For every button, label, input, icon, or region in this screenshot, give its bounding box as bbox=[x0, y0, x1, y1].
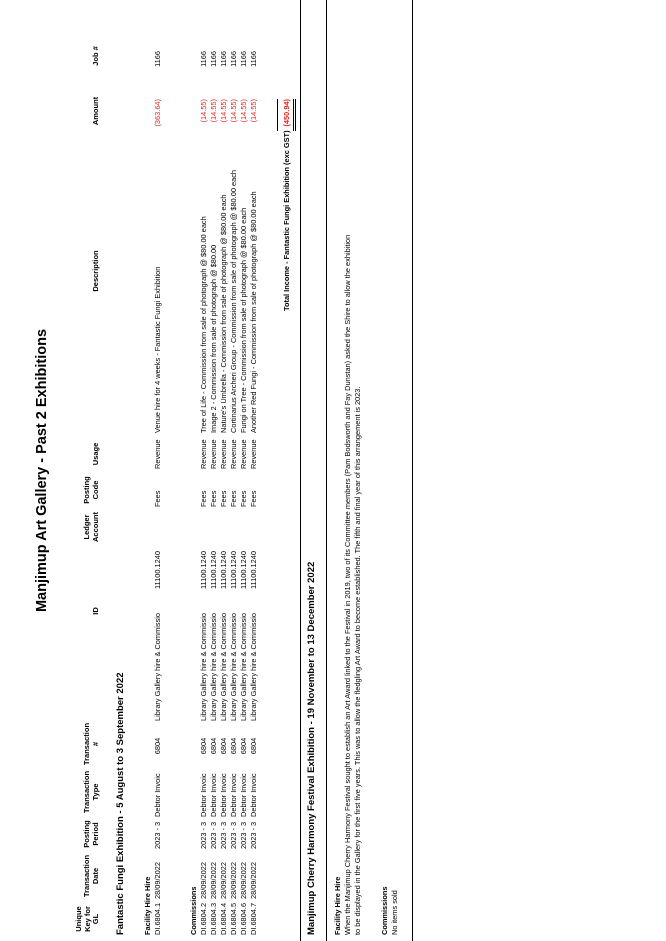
col-header-id: ID bbox=[91, 607, 100, 615]
cell-pcode: Fees bbox=[209, 490, 218, 507]
cell-id: Library Gallery hire & Commissio bbox=[249, 612, 258, 721]
cell-pperiod: 2023 - 3 bbox=[199, 821, 208, 849]
cell-ledger: 11100.1240 bbox=[239, 551, 248, 589]
col-header-transaction-type: Transaction Type bbox=[82, 770, 100, 814]
section2-heading: Manjimup Cherry Harmony Festival Exhibition - 19 November to 13 December 2022 bbox=[306, 561, 317, 935]
cell-id: Library Gallery hire & Commissio bbox=[153, 612, 162, 721]
cell-key: DI.6804.4 bbox=[219, 902, 228, 935]
cell-pperiod: 2023 - 3 bbox=[229, 821, 238, 849]
cell-ttype: Debtor Invoic bbox=[209, 773, 218, 817]
cell-tnum: 6804 bbox=[209, 737, 218, 755]
cell-pcode: Fees bbox=[229, 490, 238, 507]
cell-pcode: Fees bbox=[199, 490, 208, 507]
cell-tnum: 6804 bbox=[219, 737, 228, 755]
col-header-usage: Usage bbox=[91, 442, 100, 466]
divider-line-3 bbox=[412, 0, 413, 941]
cell-desc: Tree of Life - Commission from sale of photograph @ $80.00 each bbox=[199, 216, 208, 433]
cell-job: 1166 bbox=[219, 51, 228, 67]
cell-pcode: Fees bbox=[239, 490, 248, 507]
cell-id: Library Gallery hire & Commissio bbox=[219, 612, 228, 721]
cell-amount: (14.55) bbox=[239, 99, 248, 123]
total-double-line-1 bbox=[293, 99, 294, 131]
cell-tnum: 6804 bbox=[249, 737, 258, 755]
section1-heading: Fantastic Fungi Exhibition - 5 August to 3 September 2022 bbox=[115, 672, 126, 935]
col-header-posting-code: Posting Code bbox=[82, 476, 100, 504]
total-label: Total Income - Fantastic Fungi Exhibition (exc GST) bbox=[282, 130, 291, 311]
cell-amount: (14.55) bbox=[249, 99, 258, 123]
cell-amount: (363.64) bbox=[153, 99, 162, 127]
cell-key: DI.6804.5 bbox=[229, 902, 238, 935]
cell-job: 1166 bbox=[249, 51, 258, 67]
section1-facility-label: Facility Hire Hire bbox=[143, 876, 152, 935]
divider-line-1 bbox=[300, 0, 301, 941]
cell-ttype: Debtor Invoic bbox=[229, 773, 238, 817]
cell-amount: (14.55) bbox=[219, 99, 228, 123]
cell-ttype: Debtor Invoic bbox=[219, 773, 228, 817]
cell-ledger: 11100.1240 bbox=[249, 551, 258, 589]
col-header-transaction-number: Transaction # bbox=[82, 722, 100, 766]
cell-ttype: Debtor Invoic bbox=[249, 773, 258, 817]
cell-ledger: 11100.1240 bbox=[229, 551, 238, 589]
cell-tdate: 28/09/2022 bbox=[219, 862, 228, 899]
section2-facility-label: Facility Hire Hire bbox=[333, 876, 342, 935]
cell-tdate: 28/09/2022 bbox=[209, 862, 218, 899]
cell-desc: Nature's Umbrella - Commission from sale of photograph @ $80.00 each bbox=[219, 194, 228, 433]
cell-desc: Cortinarius Archeri Group - Commission from sale of photograph @ $80.00 each bbox=[229, 169, 238, 433]
cell-tdate: 28/09/2022 bbox=[199, 862, 208, 899]
cell-pcode: Fees bbox=[249, 490, 258, 507]
cell-tdate: 28/09/2022 bbox=[229, 862, 238, 899]
cell-usage: Revenue bbox=[153, 439, 162, 469]
cell-pperiod: 2023 - 3 bbox=[153, 821, 162, 849]
cell-tdate: 28/09/2022 bbox=[249, 862, 258, 899]
total-underline bbox=[277, 99, 278, 131]
cell-ledger: 11100.1240 bbox=[199, 551, 208, 589]
cell-key: DI.6804.6 bbox=[239, 902, 248, 935]
section2-facility-text-1: When the Manjimup Cherry Harmony Festival sought to establish an Art Award linked to the Festival in 2019, two of its Committee members (Pam Bodsworth and Fay Dunstan) asked the Shire to allow the exhibition bbox=[343, 234, 352, 935]
cell-amount: (14.55) bbox=[229, 99, 238, 123]
cell-amount: (14.55) bbox=[199, 99, 208, 123]
cell-id: Library Gallery hire & Commissio bbox=[209, 612, 218, 721]
cell-key: DI.6804.2 bbox=[199, 902, 208, 935]
col-header-job: Job # bbox=[91, 46, 100, 66]
cell-desc: Image 2 - Commission from sale of photograph @ $80.00 bbox=[209, 244, 218, 433]
total-amount: (450.94) bbox=[282, 99, 291, 127]
col-header-amount: Amount bbox=[91, 96, 100, 126]
cell-tnum: 6804 bbox=[153, 737, 162, 755]
divider-line-2 bbox=[326, 0, 327, 941]
col-header-description: Description bbox=[91, 250, 100, 292]
cell-pcode: Fees bbox=[219, 490, 228, 507]
cell-id: Library Gallery hire & Commissio bbox=[239, 612, 248, 721]
cell-tnum: 6804 bbox=[229, 737, 238, 755]
cell-tdate: 28/09/2022 bbox=[239, 862, 248, 899]
cell-job: 1166 bbox=[199, 51, 208, 67]
cell-key: DI.6804.7 bbox=[249, 902, 258, 935]
cell-job: 1166 bbox=[209, 51, 218, 67]
section2-commissions-label: Commissions bbox=[380, 886, 389, 935]
cell-usage: Revenue bbox=[239, 439, 248, 469]
cell-pperiod: 2023 - 3 bbox=[219, 821, 228, 849]
cell-ledger: 11100.1240 bbox=[153, 551, 162, 589]
cell-usage: Revenue bbox=[219, 439, 228, 469]
cell-ttype: Debtor Invoic bbox=[153, 773, 162, 817]
cell-usage: Revenue bbox=[199, 439, 208, 469]
cell-desc: Another Red Fungi - Commission from sale of photograph @ $80.00 each bbox=[249, 191, 258, 433]
col-header-key: Unique Key for GL bbox=[74, 906, 100, 932]
cell-key: DI.6804.1 bbox=[153, 902, 162, 935]
cell-key: DI.6804.3 bbox=[209, 902, 218, 935]
col-header-posting-period: Posting Period bbox=[82, 820, 100, 848]
cell-ledger: 11100.1240 bbox=[219, 551, 228, 589]
cell-pperiod: 2023 - 3 bbox=[249, 821, 258, 849]
page-title: Manjimup Art Gallery - Past 2 Exhibitions bbox=[34, 328, 50, 613]
cell-ttype: Debtor Invoic bbox=[199, 773, 208, 817]
total-double-line-2 bbox=[295, 99, 296, 131]
cell-tnum: 6804 bbox=[239, 737, 248, 755]
col-header-transaction-date: Transaction Date bbox=[82, 854, 100, 898]
cell-desc: Venue hire for 4 weeks - Fantastic Fungi Exhibition bbox=[153, 266, 162, 433]
col-header-ledger-account: Ledger Account bbox=[82, 512, 100, 542]
cell-usage: Revenue bbox=[209, 439, 218, 469]
cell-pcode: Fees bbox=[153, 490, 162, 507]
cell-amount: (14.55) bbox=[209, 99, 218, 123]
cell-usage: Revenue bbox=[229, 439, 238, 469]
cell-tdate: 28/09/2022 bbox=[153, 862, 162, 899]
cell-job: 1166 bbox=[153, 51, 162, 67]
cell-job: 1166 bbox=[229, 51, 238, 67]
cell-pperiod: 2023 - 3 bbox=[209, 821, 218, 849]
cell-usage: Revenue bbox=[249, 439, 258, 469]
section2-facility-text-2: to be displayed in the Gallery for the first five years. This was to allow the fledgling Art Award to become established. The fifth and final year of this arrangement is 2023. bbox=[353, 386, 362, 935]
cell-job: 1166 bbox=[239, 51, 248, 67]
cell-ledger: 11100.1240 bbox=[209, 551, 218, 589]
cell-tnum: 6804 bbox=[199, 737, 208, 755]
cell-pperiod: 2023 - 3 bbox=[239, 821, 248, 849]
cell-id: Library Gallery hire & Commissio bbox=[229, 612, 238, 721]
cell-ttype: Debtor Invoic bbox=[239, 773, 248, 817]
section2-commissions-text: No items sold bbox=[390, 890, 399, 935]
cell-id: Library Gallery hire & Commissio bbox=[199, 612, 208, 721]
cell-desc: Fungi on Tree - Commission from sale of photograph @ $80.00 each bbox=[239, 207, 248, 433]
section1-commissions-label: Commissions bbox=[189, 886, 198, 935]
